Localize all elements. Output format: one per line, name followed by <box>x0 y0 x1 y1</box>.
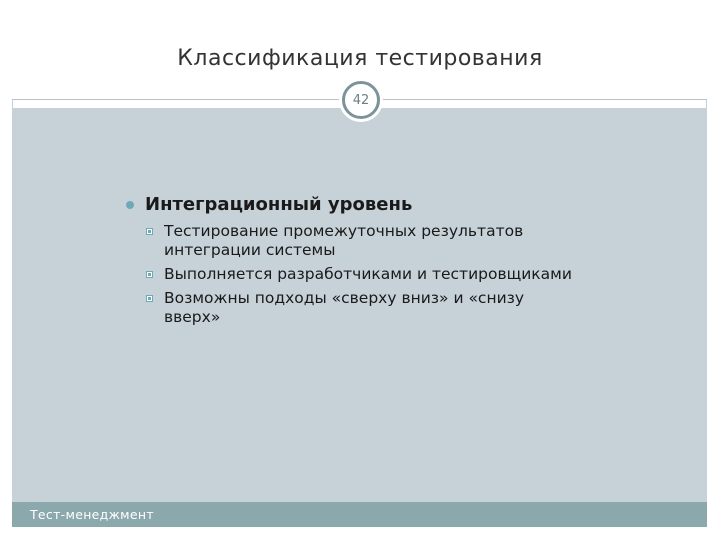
bullet-heading-label: Интеграционный уровень <box>145 194 413 215</box>
sub-bullet-text: Возможны подходы «сверху вниз» и «снизу вверх» <box>164 289 525 326</box>
sub-bullet-item <box>146 289 584 327</box>
sub-bullet-item <box>146 265 584 284</box>
footer-text: Тест-менеджмент <box>30 507 154 522</box>
bullet-heading <box>126 194 412 215</box>
square-bullet-icon <box>146 295 153 302</box>
bullet-dot-icon <box>126 201 134 209</box>
slide-title: Классификация тестирования <box>177 46 543 71</box>
sub-bullet-text: Выполняется разработчиками и тестировщиками <box>164 265 572 283</box>
slide-number: 42 <box>342 81 380 119</box>
sub-bullet-item <box>146 222 584 260</box>
square-bullet-icon <box>146 228 153 235</box>
sub-bullet-text: Тестирование промежуточных результатов интеграции системы <box>164 222 524 259</box>
square-bullet-icon <box>146 271 153 278</box>
